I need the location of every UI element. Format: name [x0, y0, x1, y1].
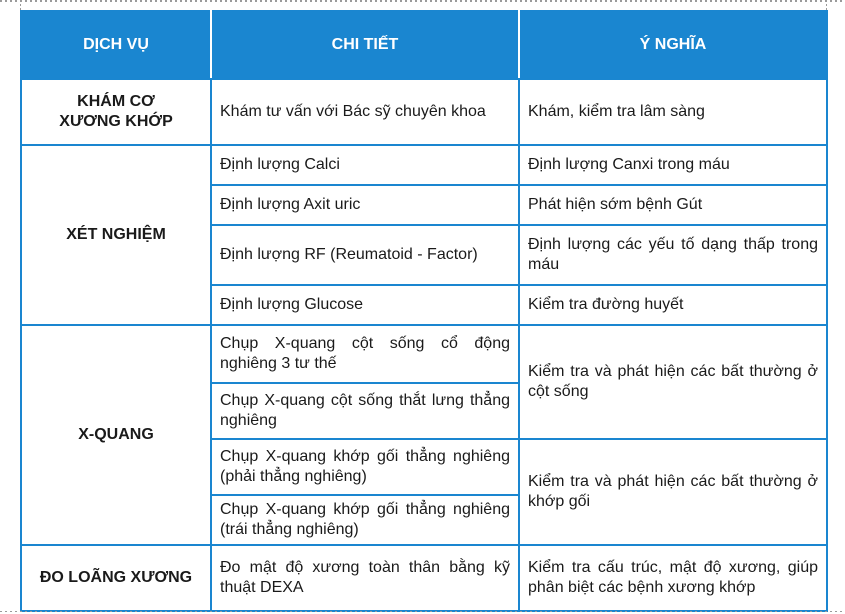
page-corner-mark-right — [826, 0, 827, 10]
meaning-cell: Kiểm tra và phát hiện các bất thường ở cột sống — [519, 325, 827, 439]
table-row — [21, 79, 827, 145]
table-header-row — [21, 11, 827, 79]
table-row — [21, 545, 827, 611]
category-kham: KHÁM CƠ XƯƠNG KHỚP — [21, 79, 211, 145]
detail-cell: Chụp X-quang cột sống cổ động nghiêng 3 tư thế — [211, 325, 519, 383]
service-table — [20, 10, 828, 612]
meaning-cell: Phát hiện sớm bệnh Gút — [519, 185, 827, 225]
detail-cell: Chụp X-quang cột sống thắt lưng thẳng nghiêng — [211, 383, 519, 439]
table-row — [21, 145, 827, 185]
detail-cell: Định lượng Glucose — [211, 285, 519, 325]
meaning-cell: Kiểm tra đường huyết — [519, 285, 827, 325]
meaning-cell: Định lượng các yếu tố dạng thấp trong máu — [519, 225, 827, 285]
detail-cell: Chụp X-quang khớp gối thẳng nghiêng (phải thẳng nghiêng) — [211, 439, 519, 495]
detail-cell: Khám tư vấn với Bác sỹ chuyên khoa — [211, 79, 519, 145]
detail-cell: Chụp X-quang khớp gối thẳng nghiêng (trái thẳng nghiêng) — [211, 495, 519, 545]
meaning-cell: Kiểm tra cấu trúc, mật độ xương, giúp phân biệt các bệnh xương khớp — [519, 545, 827, 611]
page-bottom-border — [0, 611, 845, 612]
page-top-border — [0, 0, 845, 2]
meaning-cell: Định lượng Canxi trong máu — [519, 145, 827, 185]
meaning-cell: Kiểm tra và phát hiện các bất thường ở khớp gối — [519, 439, 827, 545]
header-detail: CHI TIẾT — [211, 11, 519, 79]
detail-cell: Định lượng Axit uric — [211, 185, 519, 225]
header-service: DỊCH VỤ — [21, 11, 211, 79]
meaning-cell: Khám, kiểm tra lâm sàng — [519, 79, 827, 145]
header-meaning: Ý NGHĨA — [519, 11, 827, 79]
detail-cell: Định lượng Calci — [211, 145, 519, 185]
category-do-loang-xuong: ĐO LOÃNG XƯƠNG — [21, 545, 211, 611]
category-x-quang: X-QUANG — [21, 325, 211, 545]
page-corner-mark-left — [20, 0, 21, 10]
table-row — [21, 325, 827, 383]
detail-cell: Đo mật độ xương toàn thân bằng kỹ thuật DEXA — [211, 545, 519, 611]
category-xet-nghiem: XÉT NGHIỆM — [21, 145, 211, 325]
detail-cell: Định lượng RF (Reumatoid - Factor) — [211, 225, 519, 285]
